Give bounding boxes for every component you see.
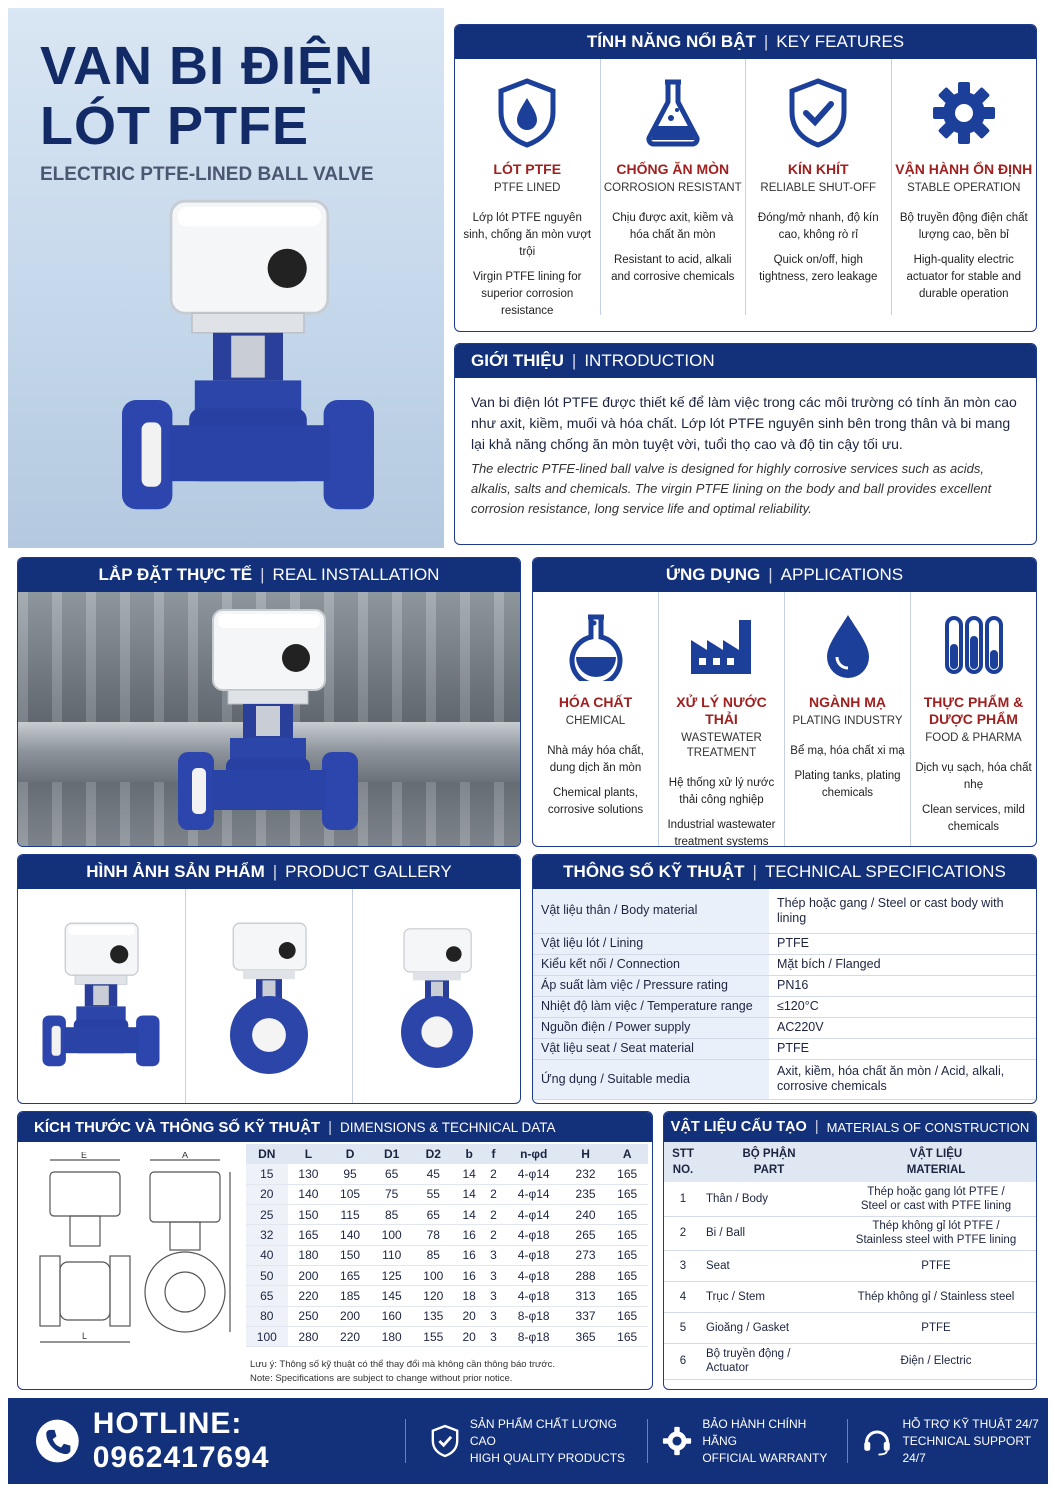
table-cell: 165 <box>606 1245 648 1265</box>
table-cell: 4-φ14 <box>503 1164 565 1184</box>
table-row: Nguồn điện / Power supply AC220V <box>533 1017 1036 1038</box>
table-cell: 288 <box>565 1265 607 1285</box>
table-cell: 250 <box>288 1306 330 1326</box>
dimensions-heading: KÍCH THƯỚC VÀ THÔNG SỐ KỸ THUẬT | DIMENSIONS & TECHNICAL DATA <box>18 1112 652 1142</box>
dimensions-column-header: f <box>484 1144 503 1164</box>
table-row: 2 Bi / Ball Thép không gỉ lót PTFE / Stainless steel with PTFE lining <box>664 1216 1036 1250</box>
table-cell: 150 <box>288 1205 330 1225</box>
table-cell: 100 <box>246 1326 288 1346</box>
dimensions-column-header: n-φd <box>503 1144 565 1164</box>
table-cell: 4-φ14 <box>503 1184 565 1204</box>
table-row: Vật liệu lót / Lining PTFE <box>533 933 1036 954</box>
dimensions-column-header: D1 <box>371 1144 413 1164</box>
hotline[interactable] <box>8 1407 405 1475</box>
table-row: Ứng dụng / Suitable media Axit, kiềm, hóa chất ăn mòn / Acid, alkali, corrosive chemicals <box>533 1059 1036 1099</box>
table-cell: 16 <box>454 1265 484 1285</box>
table-cell: 220 <box>288 1286 330 1306</box>
table-cell: 145 <box>371 1286 413 1306</box>
flask-icon <box>643 78 703 148</box>
table-cell: 4-φ18 <box>503 1245 565 1265</box>
table-cell: 20 <box>246 1184 288 1204</box>
hero-valve-image <box>108 188 388 528</box>
installation-photo <box>18 592 520 847</box>
application-item: NGÀNH MẠ PLATING INDUSTRY Bể mạ, hóa chất xi mạ Plating tanks, plating chemicals <box>785 592 911 846</box>
phone-icon <box>36 1418 79 1464</box>
intro-text-vi: Van bi điện lót PTFE được thiết kế để làm việc trong các môi trường có tính ăn mòn cao như axit, kiềm, muối và hóa chất. Lớp lót PTFE nguyên sinh bên trong thân và bi mang lại khả năng chống ăn mòn tuyệt vời, tuổi thọ cao và độ tin cậy tối ưu. <box>471 394 1017 452</box>
dimensions-note-en: Note: Specifications are subject to change without prior notice. <box>250 1373 513 1384</box>
gallery-panel <box>17 854 521 1104</box>
table-cell: 55 <box>413 1184 455 1204</box>
table-row <box>246 1205 648 1225</box>
gallery-image-3[interactable] <box>353 889 520 1103</box>
table-cell: 85 <box>371 1205 413 1225</box>
application-item: XỬ LÝ NƯỚC THẢI WASTEWATER TREATMENT Hệ thống xử lý nước thải công nghiệp Industrial wastewater treatment systems <box>659 592 785 846</box>
table-row <box>246 1225 648 1245</box>
hero-panel <box>8 8 444 548</box>
table-cell: 80 <box>246 1306 288 1326</box>
features-heading: TÍNH NĂNG NỔI BẬT | KEY FEATURES <box>455 25 1036 59</box>
table-cell: 65 <box>246 1286 288 1306</box>
dimensions-column-header: A <box>606 1144 648 1164</box>
table-cell: 3 <box>484 1306 503 1326</box>
table-cell: 4-φ14 <box>503 1205 565 1225</box>
table-cell: 165 <box>329 1265 371 1285</box>
materials-heading: VẬT LIỆU CẤU TẠO | MATERIALS OF CONSTRUCTION <box>664 1112 1036 1142</box>
table-row <box>246 1326 648 1346</box>
gear-icon <box>662 1425 692 1457</box>
table-cell: 105 <box>329 1184 371 1204</box>
dimensions-table <box>246 1144 648 1347</box>
dimensions-column-header: L <box>288 1144 330 1164</box>
table-cell: 155 <box>413 1326 455 1346</box>
shield-check-icon <box>786 78 850 148</box>
table-cell: 165 <box>606 1205 648 1225</box>
table-cell: 3 <box>484 1265 503 1285</box>
table-cell: 75 <box>371 1184 413 1204</box>
materials-table: STT NO. BỘ PHẬN PART VẬT LIỆU MATERIAL 1 Thân / Body Thép hoặc gang lót PTFE / Steel or cast with PTFE lining 2 Bi / Ball Thép không gỉ lót PTFE / Stainless steel with PTFE lining 3 Seat PTFE 4 Trục / Stem Thép không gỉ / Stainless steel 5 Gioăng / Gasket PTFE 6 Bộ truyền động / Actuator Điện / Electric <box>664 1142 1036 1380</box>
specs-heading: THÔNG SỐ KỸ THUẬT | TECHNICAL SPECIFICATIONS <box>533 855 1036 889</box>
table-row: 1 Thân / Body Thép hoặc gang lót PTFE / Steel or cast with PTFE lining <box>664 1182 1036 1216</box>
table-cell: 120 <box>413 1286 455 1306</box>
intro-heading: GIỚI THIỆU | INTRODUCTION <box>455 344 1036 378</box>
table-cell: 165 <box>606 1164 648 1184</box>
table-cell: 235 <box>565 1184 607 1204</box>
table-cell: 65 <box>371 1164 413 1184</box>
table-cell: 15 <box>246 1164 288 1184</box>
factory-icon <box>689 616 755 676</box>
installed-valve-image <box>148 602 388 842</box>
table-cell: 240 <box>565 1205 607 1225</box>
dimensions-column-header: D <box>329 1144 371 1164</box>
table-cell: 265 <box>565 1225 607 1245</box>
table-cell: 313 <box>565 1286 607 1306</box>
table-cell: 115 <box>329 1205 371 1225</box>
table-cell: 165 <box>606 1326 648 1346</box>
dimensions-note-vi: Lưu ý: Thông số kỹ thuật có thể thay đổi mà không cần thông báo trước. <box>250 1359 556 1370</box>
table-cell: 2 <box>484 1225 503 1245</box>
dimension-drawing <box>30 1152 240 1352</box>
table-row: Vật liệu thân / Body material Thép hoặc gang / Steel or cast body with lining <box>533 889 1036 933</box>
application-item: HÓA CHẤT CHEMICAL Nhà máy hóa chất, dung dịch ăn mòn Chemical plants, corrosive solutions <box>533 592 659 846</box>
table-cell: 85 <box>413 1245 455 1265</box>
table-cell: 110 <box>371 1245 413 1265</box>
gallery-image-2[interactable] <box>186 889 354 1103</box>
table-cell: 100 <box>413 1265 455 1285</box>
feature-item: KÍN KHÍT RELIABLE SHUT-OFF Đóng/mở nhanh, độ kín cao, không rò rỉ Quick on/off, high tightness, zero leakage <box>746 59 892 315</box>
gallery-heading: HÌNH ẢNH SẢN PHẨM | PRODUCT GALLERY <box>18 855 520 889</box>
drawing-label: E <box>81 1152 88 1160</box>
badge-support: HỖ TRỢ KỸ THUẬT 24/7 TECHNICAL SUPPORT 24/7 <box>848 1416 1048 1467</box>
table-cell: 165 <box>606 1184 648 1204</box>
hero-title: VAN BI ĐIỆN LÓT PTFE <box>40 36 375 156</box>
table-cell: 180 <box>371 1326 413 1346</box>
table-cell: 14 <box>454 1205 484 1225</box>
gear-icon <box>931 80 997 146</box>
table-cell: 2 <box>484 1205 503 1225</box>
table-row <box>246 1164 648 1184</box>
table-row: 3 Seat PTFE <box>664 1250 1036 1281</box>
table-cell: 2 <box>484 1164 503 1184</box>
hero-subtitle: ELECTRIC PTFE-LINED BALL VALVE <box>40 164 374 185</box>
materials-panel <box>663 1111 1037 1390</box>
headset-icon <box>862 1425 892 1457</box>
table-cell: 95 <box>329 1164 371 1184</box>
table-cell: 165 <box>606 1265 648 1285</box>
table-row: 5 Gioăng / Gasket PTFE <box>664 1312 1036 1343</box>
shield-drop-icon <box>495 78 559 148</box>
hotline-label: HOTLINE: <box>92 1407 243 1440</box>
table-row: Áp suất làm việc / Pressure rating PN16 <box>533 975 1036 996</box>
badge-quality: SẢN PHẨM CHẤT LƯỢNG CAO HIGH QUALITY PRODUCTS <box>406 1416 648 1467</box>
table-cell: 140 <box>329 1225 371 1245</box>
feature-item: VẬN HÀNH ỔN ĐỊNH STABLE OPERATION Bộ truyền động điện chất lượng cao, bền bỉ High-quality electric actuator for stable and durable operation <box>892 59 1037 315</box>
table-row: 4 Trục / Stem Thép không gỉ / Stainless steel <box>664 1281 1036 1312</box>
table-cell: 4-φ18 <box>503 1265 565 1285</box>
table-cell: 3 <box>484 1326 503 1346</box>
table-cell: 160 <box>371 1306 413 1326</box>
table-cell: 125 <box>371 1265 413 1285</box>
specs-table <box>533 889 1036 1100</box>
table-cell: 8-φ18 <box>503 1326 565 1346</box>
table-cell: 18 <box>454 1286 484 1306</box>
table-cell: 150 <box>329 1245 371 1265</box>
table-cell: 165 <box>606 1306 648 1326</box>
table-row <box>246 1306 648 1326</box>
table-cell: 65 <box>413 1205 455 1225</box>
table-cell: 20 <box>454 1306 484 1326</box>
table-row <box>246 1265 648 1285</box>
table-cell: 20 <box>454 1326 484 1346</box>
shield-check-icon <box>430 1423 460 1459</box>
table-row: Vật liệu seat / Seat material PTFE <box>533 1038 1036 1059</box>
table-cell: 4-φ18 <box>503 1286 565 1306</box>
table-cell: 180 <box>288 1245 330 1265</box>
table-cell: 3 <box>484 1245 503 1265</box>
table-cell: 200 <box>288 1265 330 1285</box>
test-tubes-icon <box>943 614 1005 678</box>
table-cell: 3 <box>484 1286 503 1306</box>
drawing-label: A <box>182 1152 189 1160</box>
table-cell: 135 <box>413 1306 455 1326</box>
dimensions-panel <box>17 1111 653 1390</box>
table-cell: 130 <box>288 1164 330 1184</box>
flask-icon <box>568 611 624 681</box>
table-cell: 337 <box>565 1306 607 1326</box>
footer-bar <box>8 1398 1048 1484</box>
applications-panel <box>532 557 1037 847</box>
feature-item: LÓT PTFE PTFE LINED Lớp lót PTFE nguyên sinh, chống ăn mòn vượt trội Virgin PTFE lining for superior corrosion resistance <box>455 59 601 315</box>
hotline-number[interactable]: 0962417694 <box>92 1441 270 1474</box>
feature-item: CHỐNG ĂN MÒN CORROSION RESISTANT Chịu được axit, kiềm và hóa chất ăn mòn Resistant to acid, alkali and corrosive chemicals <box>601 59 747 315</box>
table-cell: 140 <box>288 1184 330 1204</box>
table-cell: 50 <box>246 1265 288 1285</box>
installation-panel <box>17 557 521 847</box>
table-cell: 165 <box>606 1225 648 1245</box>
table-cell: 8-φ18 <box>503 1306 565 1326</box>
table-cell: 14 <box>454 1164 484 1184</box>
table-cell: 78 <box>413 1225 455 1245</box>
table-cell: 280 <box>288 1326 330 1346</box>
table-cell: 2 <box>484 1184 503 1204</box>
gallery-image-1[interactable] <box>18 889 186 1103</box>
installation-heading: LẮP ĐẶT THỰC TẾ | REAL INSTALLATION <box>18 558 520 592</box>
intro-text-en: The electric PTFE-lined ball valve is designed for highly corrosive services such as acids, alkalis, salts and chemicals. The virgin PTFE lining on the body and ball provides excellent corrosion resistance, long service life and optimal reliability. <box>471 461 992 516</box>
dimensions-column-header: DN <box>246 1144 288 1164</box>
table-cell: 232 <box>565 1164 607 1184</box>
table-cell: 16 <box>454 1245 484 1265</box>
table-row <box>246 1184 648 1204</box>
dimensions-column-header: D2 <box>413 1144 455 1164</box>
table-cell: 220 <box>329 1326 371 1346</box>
dimensions-column-header: H <box>565 1144 607 1164</box>
applications-heading: ỨNG DỤNG | APPLICATIONS <box>533 558 1036 592</box>
table-cell: 45 <box>413 1164 455 1184</box>
features-panel <box>454 24 1037 332</box>
table-cell: 25 <box>246 1205 288 1225</box>
table-row <box>246 1245 648 1265</box>
table-cell: 40 <box>246 1245 288 1265</box>
application-item: THỰC PHẨM & DƯỢC PHẨM FOOD & PHARMA Dịch vụ sạch, hóa chất nhẹ Clean services, mild chemicals <box>911 592 1036 846</box>
table-cell: 100 <box>371 1225 413 1245</box>
badge-warranty: BẢO HÀNH CHÍNH HÃNG OFFICIAL WARRANTY <box>648 1416 847 1467</box>
table-cell: 16 <box>454 1225 484 1245</box>
drawing-label: L <box>82 1331 88 1341</box>
table-cell: 365 <box>565 1326 607 1346</box>
drop-icon <box>825 613 871 679</box>
table-cell: 165 <box>288 1225 330 1245</box>
dimensions-column-header: b <box>454 1144 484 1164</box>
table-cell: 200 <box>329 1306 371 1326</box>
table-row: 6 Bộ truyền động / Actuator Điện / Electric <box>664 1343 1036 1379</box>
table-cell: 165 <box>606 1286 648 1306</box>
table-row <box>246 1286 648 1306</box>
table-cell: 4-φ18 <box>503 1225 565 1245</box>
table-cell: 14 <box>454 1184 484 1204</box>
table-cell: 185 <box>329 1286 371 1306</box>
table-cell: 32 <box>246 1225 288 1245</box>
table-cell: 273 <box>565 1245 607 1265</box>
specs-panel <box>532 854 1037 1104</box>
intro-panel <box>454 343 1037 545</box>
table-row: Nhiệt độ làm việc / Temperature range ≤120°C <box>533 996 1036 1017</box>
table-row: Kiểu kết nối / Connection Mặt bích / Flanged <box>533 954 1036 975</box>
